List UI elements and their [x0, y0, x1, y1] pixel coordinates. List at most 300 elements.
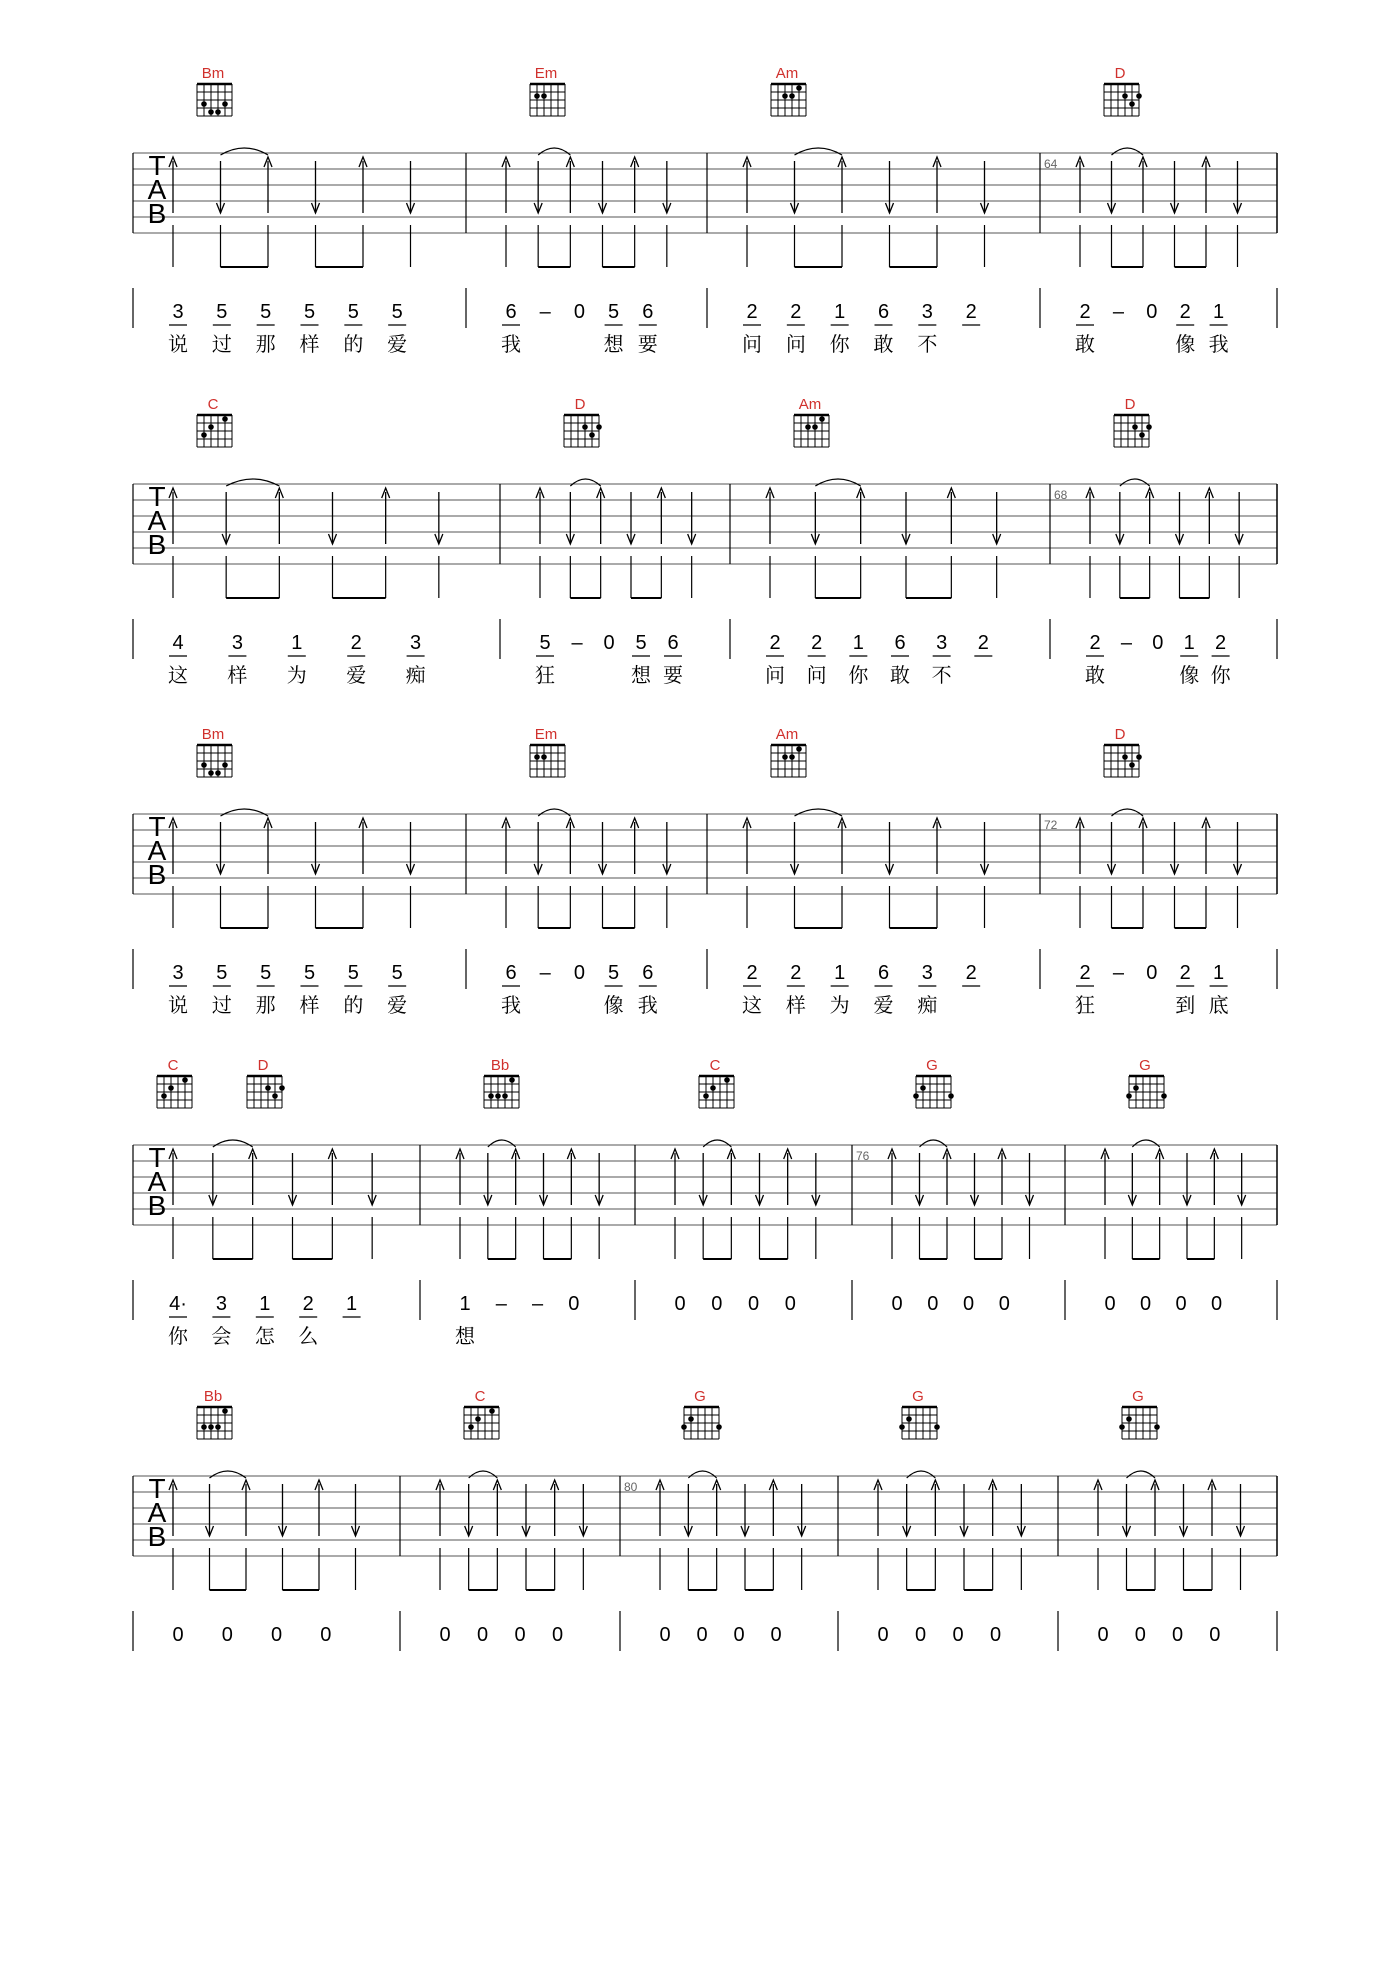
lyric-char: 过 [211, 993, 232, 1017]
chord-finger-dot [208, 109, 214, 115]
chord-finger-dot [534, 754, 540, 760]
chord-diagram [530, 65, 565, 116]
lyric-char: 爱 [346, 663, 367, 687]
lyric-char: 底 [1208, 993, 1229, 1017]
tie-arc [226, 479, 279, 486]
chord-name: G [926, 1057, 938, 1074]
jianpu-note: 5 [608, 301, 620, 323]
chord-finger-dot [1122, 93, 1128, 99]
chord-name: C [474, 1388, 486, 1405]
tab-clef-letter: A [147, 174, 167, 205]
lyric-char: 那 [255, 332, 276, 356]
chord-diagram [794, 396, 829, 447]
jianpu-note: 2 [977, 632, 989, 654]
chord-finger-dot [688, 1416, 694, 1422]
tie-arc [815, 479, 860, 486]
jianpu-note: 1 [1183, 632, 1195, 654]
chord-diagram [197, 65, 232, 116]
lyric-char: 样 [227, 663, 248, 687]
chord-finger-dot [1122, 754, 1128, 760]
lyric-char: 的 [343, 993, 364, 1017]
lyric-char: 样 [299, 993, 320, 1017]
tab-clef-letter: A [147, 835, 167, 866]
chord-finger-dot [215, 1424, 221, 1430]
jianpu-note: 0 [747, 1293, 760, 1315]
tab-clef-letter: B [147, 198, 167, 229]
jianpu-note: 0 [659, 1624, 671, 1646]
lyric-char: 为 [286, 663, 307, 687]
jianpu-note: 0 [1210, 1293, 1223, 1315]
jianpu-note: 6 [894, 632, 906, 654]
jianpu-note: 5 [216, 962, 228, 984]
chord-finger-dot [716, 1424, 722, 1430]
chord-finger-dot [1129, 762, 1135, 768]
jianpu-note: 0 [696, 1624, 708, 1646]
chord-finger-dot [208, 424, 214, 430]
tie-arc [210, 1471, 247, 1478]
chord-finger-dot [201, 101, 207, 107]
lyric-char: 我 [501, 332, 521, 356]
chord-name: Bm [201, 726, 225, 743]
jianpu-note: 2 [965, 301, 977, 323]
chord-finger-dot [201, 762, 207, 768]
jianpu-note: 1 [1213, 962, 1225, 984]
lyric-char: 这 [742, 993, 762, 1017]
jianpu-note: 6 [642, 301, 654, 323]
chord-finger-dot [222, 416, 228, 422]
jianpu-note: 0 [998, 1293, 1010, 1315]
chord-finger-dot [1154, 1424, 1160, 1430]
jianpu-note: 0 [1152, 632, 1164, 654]
jianpu-note: – [1120, 632, 1132, 654]
jianpu-note: 5 [608, 962, 620, 984]
tie-arc [1127, 1471, 1156, 1478]
chord-finger-dot [934, 1424, 940, 1430]
chord-name: Em [534, 726, 558, 743]
chord-finger-dot [168, 1085, 174, 1091]
jianpu-note: 1 [834, 301, 846, 323]
tab-clef-letter: B [147, 529, 167, 560]
lyric-char: 这 [168, 663, 188, 687]
jianpu-note: 0 [927, 1293, 939, 1315]
chord-finger-dot [681, 1424, 687, 1430]
tab-clef-letter: A [147, 1497, 167, 1528]
tie-arc [1120, 479, 1150, 486]
lyric-char: 敢 [1075, 332, 1095, 356]
jianpu-note: 0 [568, 1293, 580, 1315]
jianpu-note: 1 [1213, 301, 1225, 323]
tab-clef-letter: A [147, 505, 167, 536]
chord-name: Bb [203, 1388, 223, 1405]
jianpu-note: 3 [172, 301, 184, 323]
chord-finger-dot [789, 93, 795, 99]
jianpu-note: 0 [1134, 1624, 1146, 1646]
tab-clef-letter: T [148, 1473, 166, 1504]
tie-arc [907, 1471, 936, 1478]
lyric-char: 过 [211, 332, 232, 356]
jianpu-note: 2 [302, 1293, 314, 1315]
chord-finger-dot [215, 109, 221, 115]
chord-finger-dot [1161, 1093, 1167, 1099]
chord-name: Bb [490, 1057, 510, 1074]
jianpu-note: 5 [260, 301, 272, 323]
lyric-char: 我 [1208, 332, 1229, 356]
jianpu-note: 0 [989, 1624, 1002, 1646]
tie-arc [920, 1140, 948, 1147]
jianpu-note: 5 [347, 962, 359, 984]
jianpu-note: 6 [877, 301, 890, 323]
jianpu-note: 5 [303, 962, 316, 984]
tie-arc [221, 809, 269, 816]
lyric-char: 狂 [1075, 993, 1095, 1017]
tab-clef-letter: T [148, 1142, 166, 1173]
tab-system [133, 1057, 1277, 1348]
chord-finger-dot [913, 1093, 919, 1099]
jianpu-note: 0 [1146, 301, 1158, 323]
lyric-char: 敢 [890, 663, 910, 687]
lyric-char: 说 [168, 332, 188, 356]
lyric-char: 你 [829, 332, 850, 356]
chord-finger-dot [1133, 1085, 1139, 1091]
jianpu-note: 2 [965, 962, 977, 984]
chord-name: Em [534, 65, 558, 82]
chord-name: D [1124, 396, 1136, 413]
jianpu-note: 0 [1171, 1624, 1184, 1646]
chord-finger-dot [222, 101, 228, 107]
lyric-char: 问 [765, 663, 785, 687]
chord-diagram [464, 1388, 499, 1439]
chord-finger-dot [534, 93, 540, 99]
chord-diagram [484, 1057, 519, 1108]
jianpu-note: 2 [1089, 632, 1101, 654]
bar-number: 72 [1044, 818, 1058, 832]
tie-arc [213, 1140, 253, 1147]
tie-arc [488, 1140, 516, 1147]
chord-finger-dot [215, 770, 221, 776]
jianpu-note: 0 [784, 1293, 796, 1315]
tie-arc [1112, 809, 1144, 816]
chord-name: Bm [201, 65, 225, 82]
chord-finger-dot [488, 1093, 494, 1099]
lyric-char: 像 [1179, 663, 1200, 687]
chord-name: G [694, 1388, 706, 1405]
tie-arc [570, 479, 600, 486]
jianpu-note: 0 [962, 1293, 975, 1315]
chord-diagram [899, 1388, 940, 1439]
lyric-char: 爱 [387, 332, 408, 356]
jianpu-note: 0 [877, 1624, 889, 1646]
jianpu-note: 4 [172, 632, 184, 654]
jianpu-note: 2 [811, 632, 823, 654]
jianpu-note: 6 [877, 962, 890, 984]
chord-diagram [197, 1388, 232, 1439]
chord-diagram [247, 1057, 285, 1108]
lyric-char: 像 [1175, 332, 1196, 356]
chord-diagram [530, 726, 565, 777]
jianpu-note: 0 [320, 1624, 332, 1646]
tie-arc [538, 148, 570, 155]
chord-finger-dot [1132, 424, 1138, 430]
jianpu-note: 1 [259, 1293, 271, 1315]
jianpu-note: – [539, 301, 551, 323]
lyric-char: 想 [455, 1324, 475, 1348]
lyric-char: 像 [603, 993, 624, 1017]
jianpu-note: 4· [169, 1293, 187, 1315]
chord-finger-dot [789, 754, 795, 760]
chord-name: D [257, 1057, 269, 1074]
jianpu-note: 0 [573, 301, 585, 323]
jianpu-note: 0 [733, 1624, 745, 1646]
tab-system [133, 396, 1277, 687]
jianpu-note: 1 [459, 1293, 471, 1315]
lyric-char: 问 [742, 332, 762, 356]
chord-diagram [1114, 396, 1152, 447]
lyric-char: 么 [298, 1324, 319, 1348]
tab-system [133, 726, 1277, 1017]
lyric-char: 想 [631, 663, 651, 687]
chord-finger-dot [899, 1424, 905, 1430]
jianpu-note: 0 [1104, 1293, 1116, 1315]
jianpu-note: 2 [746, 301, 758, 323]
tab-clef-letter: B [147, 1190, 167, 1221]
jianpu-note: 6 [642, 962, 654, 984]
bar-number: 64 [1044, 157, 1058, 171]
chord-finger-dot [475, 1416, 481, 1422]
tie-arc [221, 148, 269, 155]
tie-arc [1112, 148, 1144, 155]
lyric-char: 你 [848, 663, 869, 687]
jianpu-note: 0 [1209, 1624, 1221, 1646]
lyric-char: 到 [1175, 993, 1196, 1017]
chord-finger-dot [161, 1093, 167, 1099]
jianpu-note: – [571, 632, 583, 654]
chord-name: Am [775, 65, 799, 82]
chord-finger-dot [1129, 101, 1135, 107]
lyric-char: 要 [637, 332, 658, 356]
lyric-char: 样 [299, 332, 320, 356]
jianpu-note: 0 [514, 1624, 526, 1646]
lyric-char: 说 [168, 993, 188, 1017]
chord-diagram [157, 1057, 192, 1108]
lyric-char: 要 [663, 663, 683, 687]
tie-arc [538, 809, 570, 816]
tie-arc [1132, 1140, 1159, 1147]
chord-finger-dot [1136, 93, 1142, 99]
jianpu-note: 0 [952, 1624, 964, 1646]
chord-diagram [197, 726, 232, 777]
chord-finger-dot [703, 1093, 709, 1099]
jianpu-note: 2 [746, 962, 758, 984]
jianpu-note: 1 [291, 632, 303, 654]
chord-finger-dot [208, 1424, 214, 1430]
jianpu-note: 2 [790, 962, 802, 984]
jianpu-note: 0 [1097, 1624, 1109, 1646]
chord-finger-dot [589, 432, 595, 438]
lyric-char: 会 [211, 1324, 232, 1348]
jianpu-note: 6 [505, 301, 517, 323]
jianpu-note: 3 [936, 632, 948, 654]
chord-finger-dot [541, 754, 547, 760]
lyric-char: 敢 [1085, 663, 1105, 687]
jianpu-note: 0 [603, 632, 615, 654]
bar-number: 80 [624, 1480, 638, 1494]
jianpu-note: 2 [1215, 632, 1227, 654]
jianpu-note: 5 [303, 301, 316, 323]
bar-number: 68 [1054, 488, 1068, 502]
chord-name: D [574, 396, 586, 413]
chord-finger-dot [222, 1408, 228, 1414]
jianpu-note: 0 [1146, 962, 1158, 984]
chord-diagram [681, 1388, 722, 1439]
chord-name: C [207, 396, 219, 413]
chord-name: D [1114, 726, 1126, 743]
jianpu-note: 3 [172, 962, 184, 984]
jianpu-note: 0 [551, 1624, 564, 1646]
jianpu-note: 5 [635, 632, 647, 654]
jianpu-note: 1 [852, 632, 864, 654]
chord-name: G [912, 1388, 924, 1405]
chord-diagram [913, 1057, 954, 1108]
jianpu-note: 0 [573, 962, 585, 984]
tie-arc [703, 1140, 731, 1147]
chord-finger-dot [796, 746, 802, 752]
lyric-char: 的 [343, 332, 364, 356]
chord-name: G [1132, 1388, 1144, 1405]
chord-diagram [699, 1057, 734, 1108]
jianpu-note: 5 [391, 962, 403, 984]
tab-clef-letter: T [148, 150, 166, 181]
tie-arc [795, 148, 843, 155]
chord-finger-dot [279, 1085, 285, 1091]
jianpu-note: – [539, 962, 551, 984]
jianpu-note: – [1112, 962, 1124, 984]
jianpu-note: 0 [914, 1624, 927, 1646]
chord-finger-dot [724, 1077, 730, 1083]
chord-finger-dot [502, 1093, 508, 1099]
tab-clef-letter: B [147, 859, 167, 890]
jianpu-note: 2 [1179, 962, 1191, 984]
lyric-char: 样 [785, 993, 806, 1017]
lyric-char: 痴 [917, 993, 938, 1017]
chord-finger-dot [208, 770, 214, 776]
chord-diagram [1104, 65, 1142, 116]
chord-finger-dot [1139, 432, 1145, 438]
jianpu-note: 2 [350, 632, 362, 654]
jianpu-note: 0 [1139, 1293, 1152, 1315]
jianpu-note: 5 [391, 301, 403, 323]
jianpu-note: 0 [770, 1624, 782, 1646]
lyric-char: 为 [829, 993, 850, 1017]
jianpu-note: 0 [439, 1624, 451, 1646]
chord-finger-dot [201, 1424, 207, 1430]
chord-finger-dot [906, 1416, 912, 1422]
jianpu-note: 0 [221, 1624, 233, 1646]
jianpu-note: 5 [539, 632, 551, 654]
chord-finger-dot [272, 1093, 278, 1099]
chord-finger-dot [201, 432, 207, 438]
chord-diagram [1104, 726, 1142, 777]
chord-finger-dot [509, 1077, 515, 1083]
tab-clef-letter: B [147, 1521, 167, 1552]
chord-name: Am [775, 726, 799, 743]
jianpu-note: 1 [346, 1293, 358, 1315]
jianpu-note: 3 [215, 1293, 227, 1315]
chord-name: G [1139, 1057, 1151, 1074]
chord-name: C [167, 1057, 179, 1074]
chord-finger-dot [182, 1077, 188, 1083]
chord-finger-dot [1119, 1424, 1125, 1430]
lyric-char: 狂 [535, 663, 555, 687]
chord-name: Am [798, 396, 822, 413]
jianpu-note: 5 [260, 962, 272, 984]
chord-diagram [771, 726, 806, 777]
chord-finger-dot [920, 1085, 926, 1091]
jianpu-note: 3 [921, 962, 933, 984]
jianpu-note: 3 [921, 301, 933, 323]
chord-diagram [197, 396, 232, 447]
lyric-char: 不 [917, 332, 938, 356]
tab-clef-letter: T [148, 481, 166, 512]
chord-finger-dot [495, 1093, 501, 1099]
lyric-char: 想 [603, 332, 624, 356]
jianpu-note: 2 [1179, 301, 1191, 323]
chord-finger-dot [468, 1424, 474, 1430]
chord-finger-dot [1126, 1416, 1132, 1422]
chord-finger-dot [812, 424, 818, 430]
jianpu-note: 6 [505, 962, 517, 984]
jianpu-note: 0 [476, 1624, 489, 1646]
jianpu-note: 5 [347, 301, 359, 323]
lyric-char: 敢 [873, 332, 894, 356]
jianpu-note: 0 [674, 1293, 686, 1315]
chord-finger-dot [1126, 1093, 1132, 1099]
jianpu-note: 1 [834, 962, 846, 984]
tab-system [133, 1388, 1277, 1651]
chord-finger-dot [265, 1085, 271, 1091]
tab-system [133, 65, 1277, 356]
lyric-char: 我 [501, 993, 521, 1017]
jianpu-note: 2 [790, 301, 802, 323]
bar-number: 76 [856, 1149, 870, 1163]
lyric-char: 爱 [387, 993, 408, 1017]
chord-finger-dot [782, 93, 788, 99]
tie-arc [469, 1471, 498, 1478]
chord-finger-dot [489, 1408, 495, 1414]
chord-finger-dot [222, 762, 228, 768]
chord-finger-dot [805, 424, 811, 430]
tab-clef-letter: A [147, 1166, 167, 1197]
chord-finger-dot [1146, 424, 1152, 430]
lyric-char: 痴 [405, 663, 426, 687]
jianpu-note: 0 [172, 1624, 184, 1646]
lyric-char: 你 [168, 1324, 188, 1348]
chord-finger-dot [541, 93, 547, 99]
lyric-char: 那 [255, 993, 276, 1017]
jianpu-note: 3 [410, 632, 422, 654]
jianpu-note: 2 [769, 632, 781, 654]
lyric-char: 不 [931, 663, 952, 687]
chord-diagram [1119, 1388, 1160, 1439]
chord-diagram [564, 396, 602, 447]
jianpu-note: 0 [711, 1293, 723, 1315]
chord-finger-dot [819, 416, 825, 422]
chord-finger-dot [596, 424, 602, 430]
jianpu-note: 2 [1079, 962, 1091, 984]
lyric-char: 问 [806, 663, 827, 687]
chord-name: C [709, 1057, 721, 1074]
lyric-char: 怎 [254, 1324, 275, 1348]
lyric-char: 你 [1210, 663, 1231, 687]
